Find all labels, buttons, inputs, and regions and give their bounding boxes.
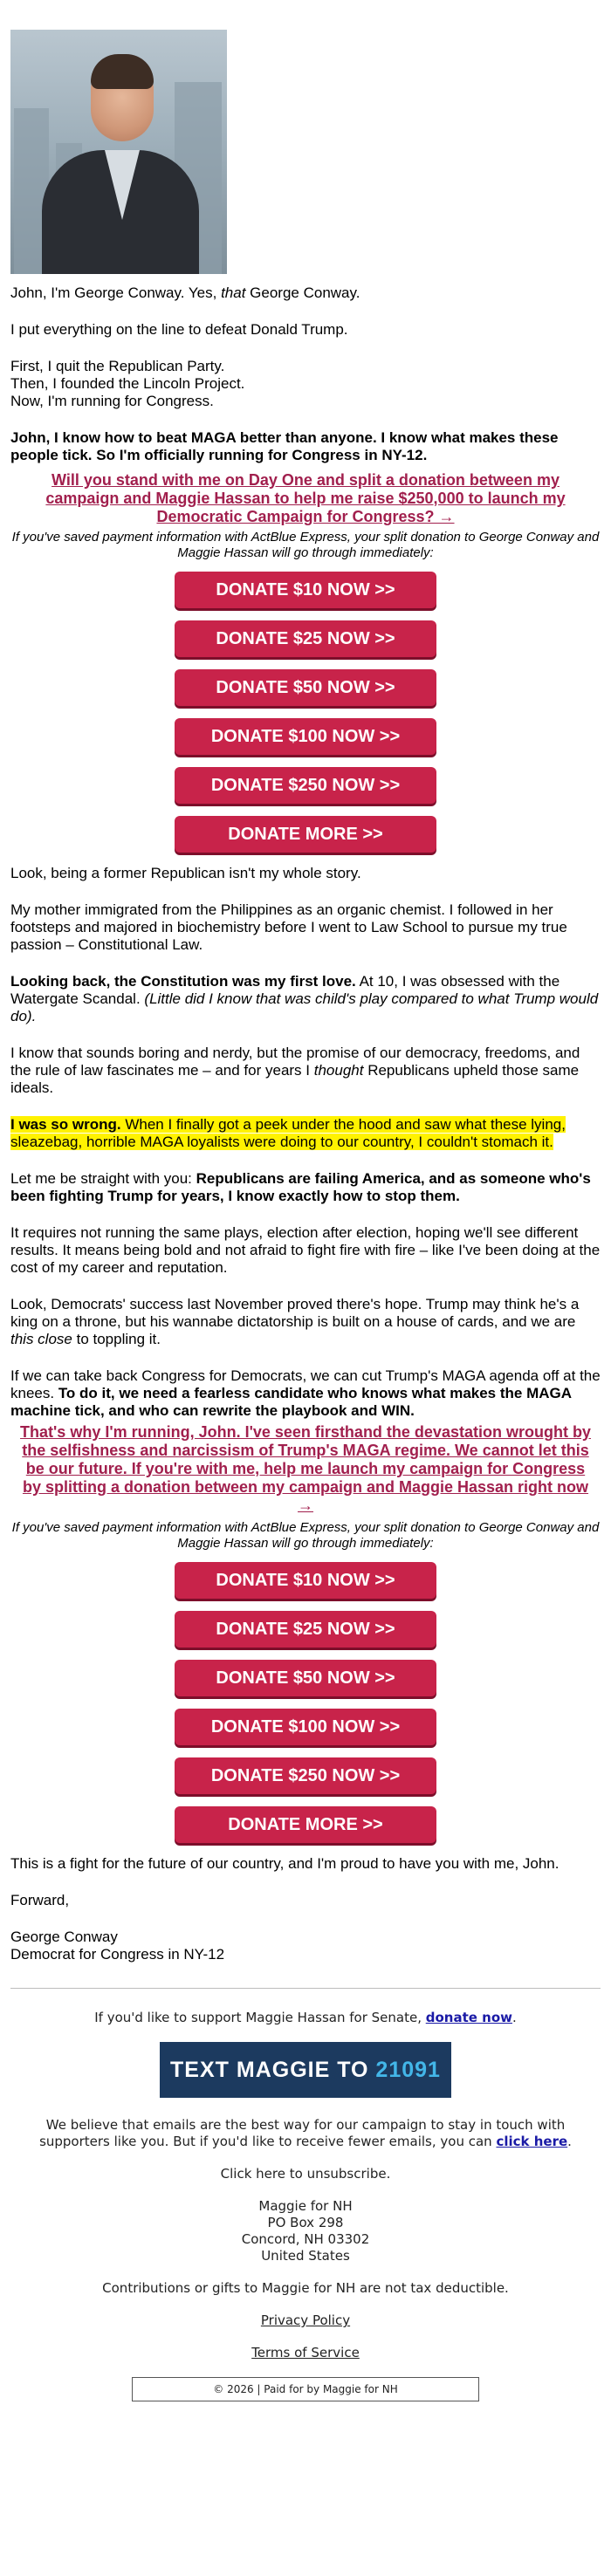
privacy-policy-link[interactable]: Privacy Policy	[260, 2312, 351, 2328]
signoff: Forward,	[10, 1892, 70, 1908]
mailing-address: Maggie for NH PO Box 298 Concord, NH 03302 United States	[241, 2198, 370, 2264]
constitution-paragraph: Looking back, the Constitution was my first love. At 10, I was obsessed with the Watergate Scandal. (Little did I know that was child's play compared to what Trump would do).	[10, 973, 599, 1024]
email-frequency-line: We believe that emails are the best way for our campaign to stay in touch with supporters like you. But if you'd like to receive fewer emails, you can click here.	[39, 2117, 572, 2149]
signature-name: George Conway	[10, 1929, 118, 1945]
tax-disclaimer: Contributions or gifts to Maggie for NH are not tax deductible.	[102, 2280, 509, 2296]
closing-paragraph: This is a fight for the future of our country, and I'm proud to have you with me, John.	[10, 1855, 560, 1872]
mother-paragraph: My mother immigrated from the Philippines as an organic chemist. I followed in her footsteps and majored in biochemistry before I went to Law School to pursue my true passion – Constitutional Law.	[10, 901, 567, 953]
beat-maga-paragraph: John, I know how to beat MAGA better than anyone. I know what makes these people tick. So I'm officially running for Congress in NY-12.	[10, 429, 559, 463]
history-paragraph: First, I quit the Republican Party. Then, I founded the Lincoln Project. Now, I'm running for Congress.	[10, 358, 245, 409]
congress-paragraph: If we can take back Congress for Democrats, we can cut Trump's MAGA agenda off at the knees. To do it, we need a fearless candidate who knows what makes the MAGA machine tick, and who can rewrite the playbook and WIN.	[10, 1367, 601, 1419]
fewer-emails-link[interactable]: click here	[496, 2134, 568, 2149]
express-note-2: If you've saved payment information with ActBlue Express, your split donation to George Conway and Maggie Hassan will go through immediately:	[11, 1520, 600, 1551]
text-maggie-banner[interactable]: TEXT MAGGIE TO 21091	[160, 2042, 451, 2098]
greeting: John, I'm George Conway. Yes, that George Conway.	[10, 284, 360, 301]
donate-more-button[interactable]: DONATE MORE >>	[175, 1806, 436, 1843]
express-note-1: If you've saved payment information with ActBlue Express, your split donation to George Conway and Maggie Hassan will go through immediately:	[11, 530, 600, 560]
donate-100-button[interactable]: DONATE $100 NOW >>	[175, 1709, 436, 1745]
story-paragraph: Look, being a former Republican isn't my whole story.	[10, 865, 361, 881]
privacy-line	[10, 2312, 601, 2329]
donation-cta-link-2[interactable]: That's why I'm running, John. I've seen firsthand the devastation wrought by the selfishness and narcissism of Trump's MAGA regime. We cannot let this be our future. If you're with me, help me launch my campaign for Congress by splitting a donation between my campaign and Maggie Hassan right now →	[20, 1423, 591, 1514]
hope-paragraph: Look, Democrats' success last November proved there's hope. Trump may think he's a king on a throne, but his wannabe dictatorship is built on a house of cards, and we are this close to toppling it.	[10, 1296, 580, 1347]
donate-now-link[interactable]: donate now	[425, 2010, 512, 2025]
donate-buttons-1	[10, 572, 601, 853]
intro-paragraph: I put everything on the line to defeat Donald Trump.	[10, 321, 348, 338]
footer-divider	[10, 1988, 601, 1989]
donate-10-button[interactable]: DONATE $10 NOW >>	[175, 572, 436, 608]
donate-250-button[interactable]: DONATE $250 NOW >>	[175, 767, 436, 804]
donate-buttons-2	[10, 1562, 601, 1843]
terms-line	[10, 2345, 601, 2361]
candidate-photo	[10, 30, 227, 274]
donate-10-button[interactable]: DONATE $10 NOW >>	[175, 1562, 436, 1599]
donate-50-button[interactable]: DONATE $50 NOW >>	[175, 1660, 436, 1696]
donate-25-button[interactable]: DONATE $25 NOW >>	[175, 1611, 436, 1648]
plays-paragraph: It requires not running the same plays, election after election, hoping we'll see different results. It means being bold and not afraid to fight fire with fire – like I've been doing at the cost of my career and reputation.	[10, 1224, 601, 1276]
signature	[10, 1929, 601, 1963]
donation-cta-link-1[interactable]: Will you stand with me on Day One and split a donation between my campaign and Maggie Hassan to help me raise $250,000 to launch my Democratic Campaign for Congress? →	[45, 471, 566, 525]
support-line: If you'd like to support Maggie Hassan for Senate, donate now.	[94, 2010, 517, 2025]
donate-250-button[interactable]: DONATE $250 NOW >>	[175, 1757, 436, 1794]
straight-paragraph: Let me be straight with you: Republicans are failing America, and as someone who's been fighting Trump for years, I know exactly how to stop them.	[10, 1170, 591, 1204]
paid-for-disclaimer: © 2026 | Paid for by Maggie for NH	[132, 2377, 479, 2401]
unsubscribe-link[interactable]: Click here to unsubscribe.	[220, 2166, 391, 2182]
donate-more-button[interactable]: DONATE MORE >>	[175, 816, 436, 853]
footer	[10, 2010, 601, 2401]
donate-50-button[interactable]: DONATE $50 NOW >>	[175, 669, 436, 706]
signature-title: Democrat for Congress in NY-12	[10, 1946, 225, 1963]
donate-25-button[interactable]: DONATE $25 NOW >>	[175, 620, 436, 657]
donate-100-button[interactable]: DONATE $100 NOW >>	[175, 718, 436, 755]
terms-of-service-link[interactable]: Terms of Service	[251, 2345, 360, 2360]
democracy-paragraph: I know that sounds boring and nerdy, but the promise of our democracy, freedoms, and the rule of law fascinates me – and for years I thought Republicans upheld those same ideals.	[10, 1045, 580, 1096]
email-body	[10, 0, 601, 2419]
wrong-paragraph: I was so wrong. When I finally got a peek under the hood and saw what these lying, sleazebag, horrible MAGA loyalists were doing to our country, I couldn't stomach it.	[10, 1116, 566, 1150]
